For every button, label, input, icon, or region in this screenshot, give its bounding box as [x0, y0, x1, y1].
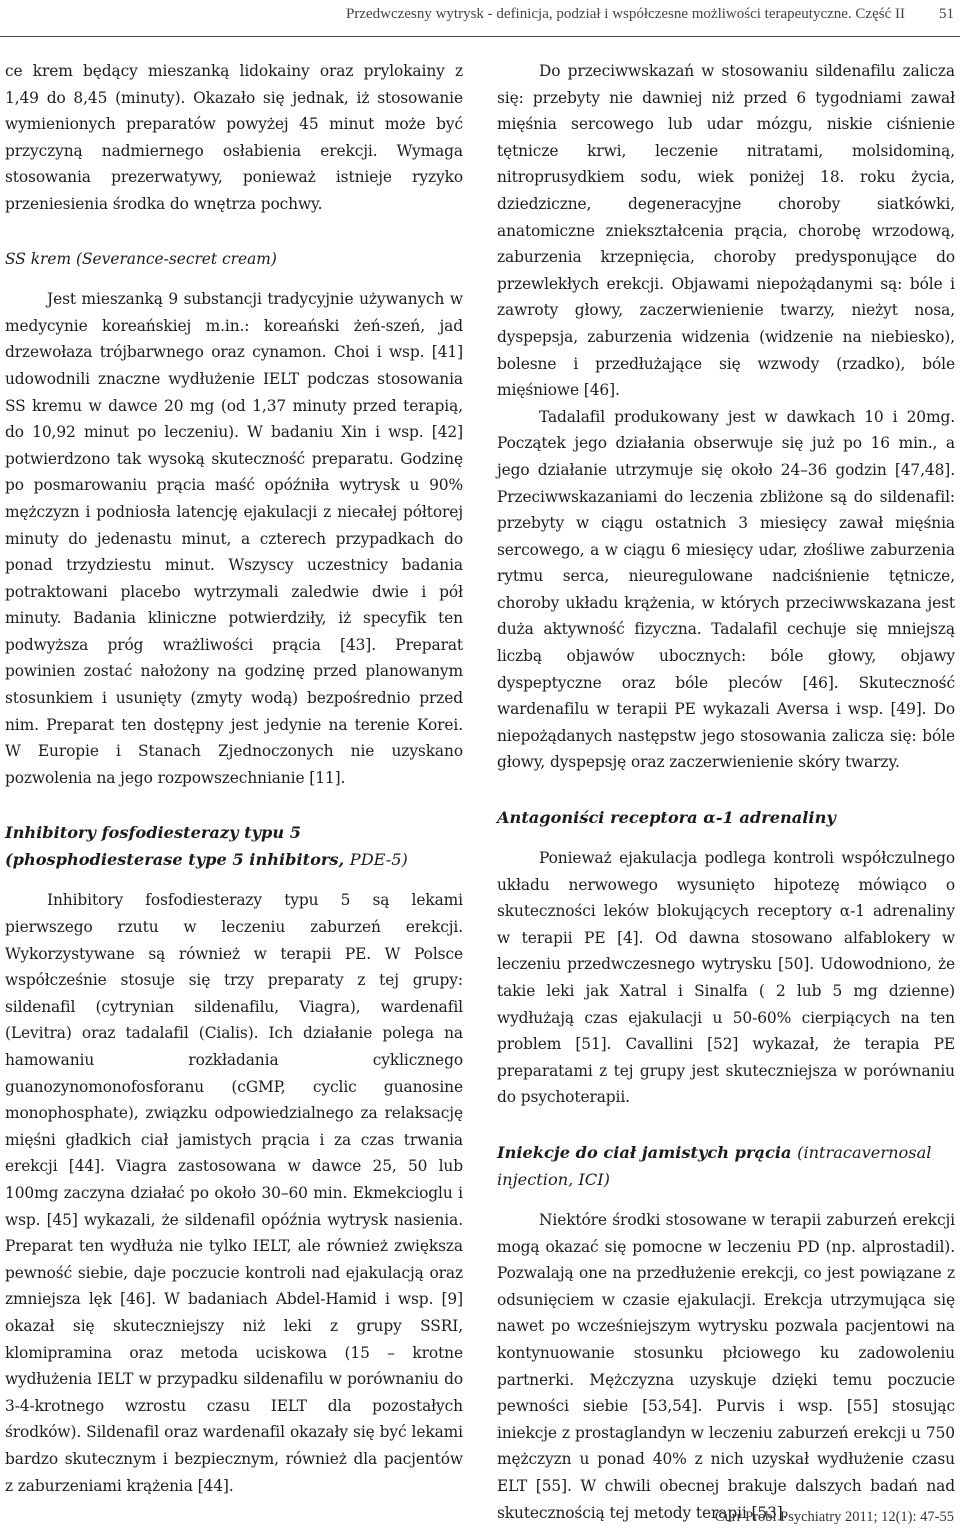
page-number: 51 [939, 6, 954, 22]
ss-cream-heading: SS krem (Severance-secret cream) [5, 249, 277, 268]
paragraph-alpha-blockers: Ponieważ ejakulacja podlega kontroli współczulnego układu nerwowego wysunięto hipotezę mówiąco o skuteczności leków blokujących receptory α-1 adrenaliny w terapii PE [4]. Od dawna stosowano alfablokery w leczeniu przedwczesnego wytrysku [50]. Udowodniono, że takie leki jak Xatral i Sinalfa ( 2 lub 5 mg dzienne) wydłużają czas ejakulacji u 50-60% cierpiących na ten problem [51]. Cavallini [52] wykazał, że terapia PE preparatami z tej grupy jest skuteczniejsza w porównaniu do psychoterapii. [497, 849, 955, 1107]
paragraph-ici: Niektóre środki stosowane w terapii zaburzeń erekcji mogą okazać się pomocne w leczeniu PD (np. alprostadil). Pozwalają one na przedłużenie erekcji, co jest powiązane z odsunięciem w czasie ejakulacji. Erekcja utrzymująca się nawet po wcześniejszym wytrysku pozwala pacjentowi na kontynuowanie stosunku płciowego ku zadowoleniu partnerki. Mężczyzna uzyskuje dzięki temu poczucie pewności siebie [53,54]. Purvis i wsp. [55] stosując iniekcje z prostaglandyn w leczeniu zaburzeń erekcji u 750 mężczyzn u ponad 40% z nich uzyskał wydłużenie czasu ELT [55]. W chwili obecnej brakuje dalszych badań nad skutecznością tej metody terapii [53]. [497, 1210, 955, 1522]
journal-citation: Curr Probl Psychiatry 2011; 12(1): 47-55 [714, 1509, 954, 1525]
paragraph-cream-continuation: ce krem będący mieszanką lidokainy oraz prylokainy z 1,49 do 8,45 (minuty). Okazało się jednak, iż stosowanie wymienionych preparatów powyżej 45 minut może być przyczyną nadmiernego osłabienia erekcji. Wymaga stosowania prezerwatywy, ponieważ istnieje ryzyko przeniesienia środka do wnętrza pochwy. [5, 62, 463, 213]
left-column [5, 58, 463, 1499]
ici-heading [497, 1139, 955, 1193]
paragraph-ss-cream: Jest mieszanką 9 substancji tradycyjnie używanych w medycynie koreańskiej m.in.: koreański żeń-szeń, jad drzewołaza trójbarwnego oraz cynamon. Choi i wsp. [41] udowodnili znaczne wydłużenie IELT podczas stosowania SS kremu w dawce 20 mg (od 1,37 minuty przed terapią, do 10,92 minut po leczeniu). W badaniu Xin i wsp. [42] potwierdzono tak wysoką skuteczność preparatu. Godzinę po posmarowaniu prącia maść opóźniła wytrysk u 90% mężczyzn i podniosła latencję ejakulacji z niecałej półtorej minuty do jedenastu minut, a czterech przypadkach do ponad trzydziestu minut. Wszyscy uczestnicy badania potraktowani placebo wytrzymali zaledwie dwie i pół minuty. Badania kliniczne potwierdziły, iż specyfik ten podwyższa próg wrażliwości prącia [43]. Preparat powinien zostać nałożony na godzinę przed planowanym stosunkiem i usunięty (zmyty wodą) bezpośrednio przed nim. Preparat ten dostępny jest jedynie na terenie Korei. W Europie i Stanach Zjednoczonych nie uzyskano pozwolenia na jego rozpowszechnianie [11]. [5, 290, 463, 787]
running-header [0, 0, 960, 37]
alpha-blockers-heading: Antagoniści receptora α-1 adrenaliny [497, 808, 836, 828]
pde5-heading [5, 819, 463, 873]
ici-heading-rest: (intracavernosal injection, ICI) [497, 1142, 932, 1189]
paragraph-tadalafil: Tadalafil produkowany jest w dawkach 10 i 20mg. Początek jego działania obserwuje się już po 16 min., a jego działanie utrzymuje się około 24–36 godzin [47,48]. Przeciwwskazaniami do leczenia zbliżone są do sildenafil: przebyty w ciągu ostatnich 3 miesięcy zawał mięśnia sercowego, a w ciągu 6 miesięcy udar, złośliwe zaburzenia rytmu serca, nieuregulowane nadciśnienie tętnicze, choroby układu krążenia, w których przeciwwskazana jest duża aktywność fizyczna. Tadalafil cechuje się mniejszą liczbą objawów ubocznych: bóle głowy, objawy dyspeptyczne oraz bóle pleców [46]. Skuteczność wardenafilu w terapii PE wykazali Aversa i wsp. [49]. Do niepożądanych następstw jego stosowania zalicza się: bóle głowy, dyspepsję oraz zaczerwienienie skóry twarzy. [497, 407, 955, 772]
right-column [497, 58, 955, 1526]
pde5-heading-text: Inhibitory fosfodiesterazy typu 5 (phosphodiesterase type 5 inhibitors, [5, 823, 345, 870]
ici-heading-main: Iniekcje do ciał jamistych prącia [497, 1142, 792, 1162]
running-title: Przedwczesny wytrysk - definicja, podział i współczesne możliwości terapeutyczne. Część II [346, 6, 905, 22]
pde5-heading-abbr: PDE-5) [349, 850, 408, 870]
paragraph-pde5: Inhibitory fosfodiesterazy typu 5 są lekami pierwszego rzutu w leczeniu zaburzeń erekcji. Wykorzystywane są również w terapii PE. W Polsce współcześnie stosuje się trzy preparaty z tej grupy: sildenafil (cytrynian sildenafilu, Viagra), wardenafil (Levitra) oraz tadalafil (Cialis). Ich działanie polega na hamowaniu rozkładania cyklicznego guanozynomonofosforanu (cGMP, cyclic guanosine monophosphate), związku odpowiedzialnego za relaksację mięśni gładkich ciał jamistych prącia i za czas trwania erekcji [44]. Viagra zastosowana w dawce 25, 50 lub 100mg zaczyna działać po około 30–60 min. Ekmekcioglu i wsp. [45] wykazali, że sildenafil opóźnia wytrysk nasienia. Preparat ten wydłuża nie tylko IELT, ale również zwiększa pewność siebie, daje poczucie kontroli nad ejakulacją oraz zmniejsza lęk [46]. W badaniach Abdel-Hamid i wsp. [9] okazał się skuteczniejszy niż leki z grupy SSRI, klomipramina oraz metoda uciskowa (15 – krotne wydłużenia IELT w przypadku sildenafilu w porównaniu do 3-4-krotnego wzrostu czasu IELT dla pozostałych środków). Sildenafil oraz wardenafil okazały się być lekami bardzo skutecznym i bezpiecznym, również dla pacjentów z zaburzeniami krążenia [44]. [5, 891, 463, 1495]
paragraph-sildenafil-contraindications: Do przeciwwskazań w stosowaniu sildenafilu zalicza się: przebyty nie dawniej niż przed 6 tygodniami zawał mięśnia sercowego lub udar mózgu, niskie ciśnienie tętnicze krwi, leczenie nitratami, molsidominą, nitroprusydkiem sodu, wiek poniżej 18. roku życia, dziedziczne, degeneracyjne choroby siatkówki, anatomiczne zniekształcenia prącia, chorobę wrzodową, zaburzenia krzepnięcia, choroby predysponujące do przewlekłych erekcji. Objawami niepożądanymi są: bóle i zawroty głowy, zaczerwienienie twarzy, nieżyt nosa, dyspepsja, zaburzenia widzenia (widzenie na niebiesko), bolesne i przedłużające się wzwody (rzadko), bóle mięśniowe [46]. [497, 62, 955, 400]
